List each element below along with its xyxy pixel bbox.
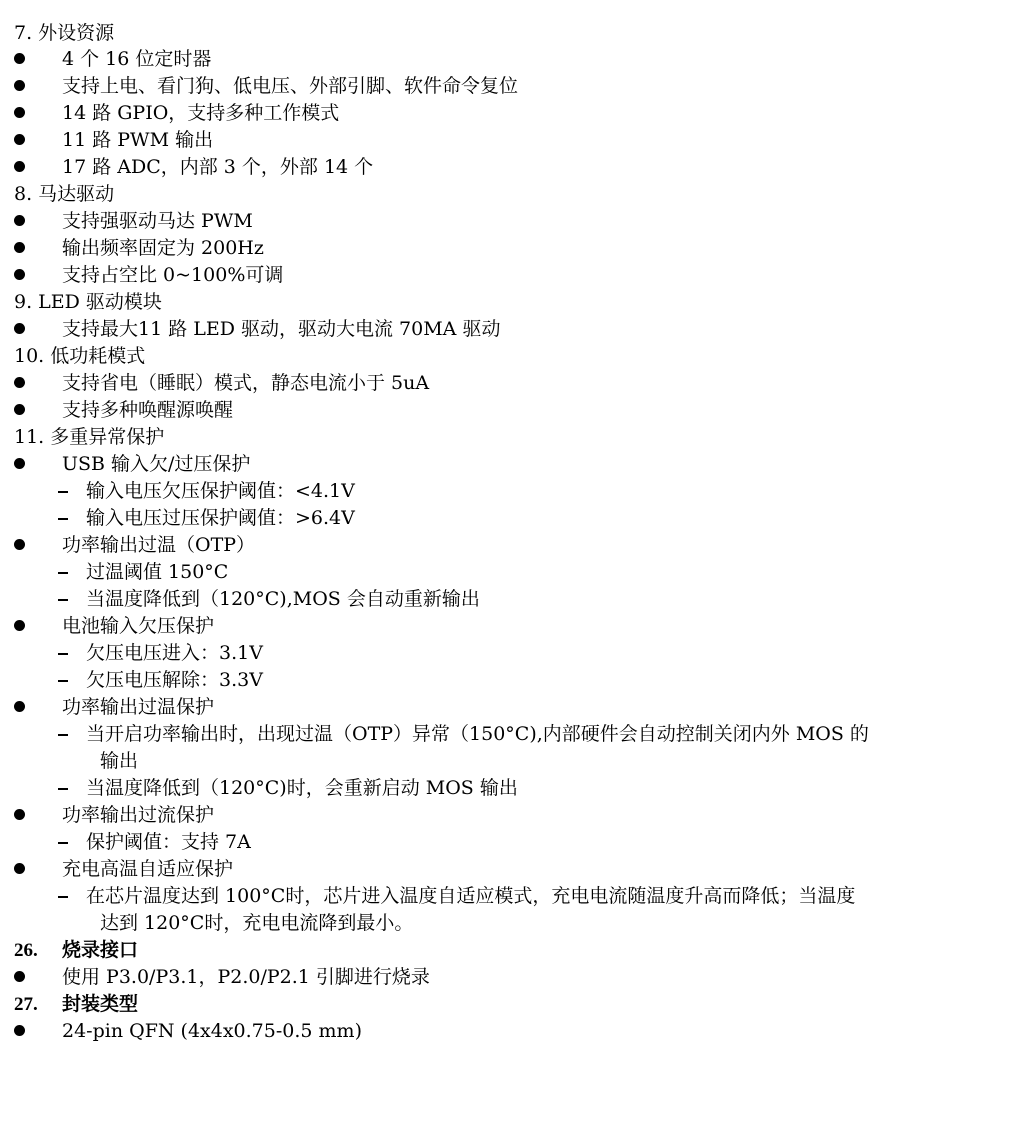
bullet-text: 17 路 ADC，内部 3 个，外部 14 个: [62, 156, 374, 178]
protection-item: 保护阈值：支持 7A: [86, 831, 251, 853]
dash-icon: [58, 599, 68, 601]
bullet-icon: [14, 539, 25, 550]
section-title: 封装类型: [62, 994, 139, 1015]
section-heading: 11. 多重异常保护: [14, 426, 165, 448]
bullet-icon: [14, 134, 25, 145]
bullet-icon: [14, 1025, 25, 1036]
bullet-icon: [14, 242, 25, 253]
protection-title: 功率输出过温（OTP）: [62, 534, 256, 556]
dash-icon: [58, 491, 68, 493]
protection-item: 当温度降低到（120°C)时，会重新启动 MOS 输出: [86, 777, 518, 799]
bullet-text: 24-pin QFN (4x4x0.75-0.5 mm): [62, 1020, 362, 1042]
bullet-text: 支持多种唤醒源唤醒: [62, 399, 234, 421]
dash-icon: [58, 734, 68, 736]
bullet-icon: [14, 215, 25, 226]
dash-icon: [58, 896, 68, 898]
protection-item: 欠压电压进入：3.1V: [86, 642, 263, 664]
bullet-icon: [14, 53, 25, 64]
bullet-icon: [14, 701, 25, 712]
bullet-text: 支持上电、看门狗、低电压、外部引脚、软件命令复位: [62, 75, 519, 97]
bullet-text: 支持最大11 路 LED 驱动，驱动大电流 70MA 驱动: [62, 318, 501, 340]
section-heading: 8. 马达驱动: [14, 183, 115, 205]
protection-item: 在芯片温度达到 100°C时，芯片进入温度自适应模式，充电电流随温度升高而降低；当温度: [86, 885, 856, 907]
bullet-icon: [14, 377, 25, 388]
protection-title: USB 输入欠/过压保护: [62, 453, 251, 475]
dash-icon: [58, 572, 68, 574]
dash-icon: [58, 518, 68, 520]
section-heading: 10. 低功耗模式: [14, 345, 146, 367]
bullet-text: 4 个 16 位定时器: [62, 48, 212, 70]
section-heading: 9. LED 驱动模块: [14, 291, 162, 313]
bullet-icon: [14, 458, 25, 469]
bullet-text: 支持占空比 0~100%可调: [62, 264, 284, 286]
bullet-text: 14 路 GPIO，支持多种工作模式: [62, 102, 340, 124]
protection-title: 电池输入欠压保护: [62, 615, 215, 637]
bullet-icon: [14, 80, 25, 91]
bullet-icon: [14, 323, 25, 334]
section-number: 26.: [14, 940, 38, 961]
section-title: 烧录接口: [62, 940, 139, 961]
dash-icon: [58, 842, 68, 844]
protection-item: 当温度降低到（120°C),MOS 会自动重新输出: [86, 588, 480, 610]
protection-item: 过温阈值 150°C: [86, 561, 229, 583]
bullet-icon: [14, 863, 25, 874]
section-number: 27.: [14, 994, 38, 1015]
bullet-icon: [14, 269, 25, 280]
bullet-icon: [14, 620, 25, 631]
bullet-text: 使用 P3.0/P3.1，P2.0/P2.1 引脚进行烧录: [62, 966, 430, 988]
bullet-text: 输出频率固定为 200Hz: [62, 237, 264, 259]
dash-icon: [58, 680, 68, 682]
dash-icon: [58, 788, 68, 790]
bullet-icon: [14, 404, 25, 415]
protection-item: 欠压电压解除：3.3V: [86, 669, 263, 691]
bullet-icon: [14, 161, 25, 172]
bullet-icon: [14, 107, 25, 118]
bullet-text: 支持省电（睡眠）模式，静态电流小于 5uA: [62, 372, 430, 394]
bullet-icon: [14, 971, 25, 982]
section-heading: 7. 外设资源: [14, 22, 115, 44]
bullet-icon: [14, 809, 25, 820]
protection-item: 输入电压过压保护阈值：>6.4V: [86, 507, 355, 529]
protection-item: 输入电压欠压保护阈值：<4.1V: [86, 480, 355, 502]
bullet-text: 支持强驱动马达 PWM: [62, 210, 253, 232]
dash-icon: [58, 653, 68, 655]
protection-title: 功率输出过温保护: [62, 696, 215, 718]
protection-item-continued: 输出: [100, 750, 139, 772]
bullet-text: 11 路 PWM 输出: [62, 129, 214, 151]
protection-item: 当开启功率输出时，出现过温（OTP）异常（150°C),内部硬件会自动控制关闭内外 MOS 的: [86, 723, 869, 745]
protection-title: 功率输出过流保护: [62, 804, 215, 826]
protection-title: 充电高温自适应保护: [62, 858, 234, 880]
protection-item-continued: 达到 120°C时，充电电流降到最小。: [100, 912, 414, 934]
